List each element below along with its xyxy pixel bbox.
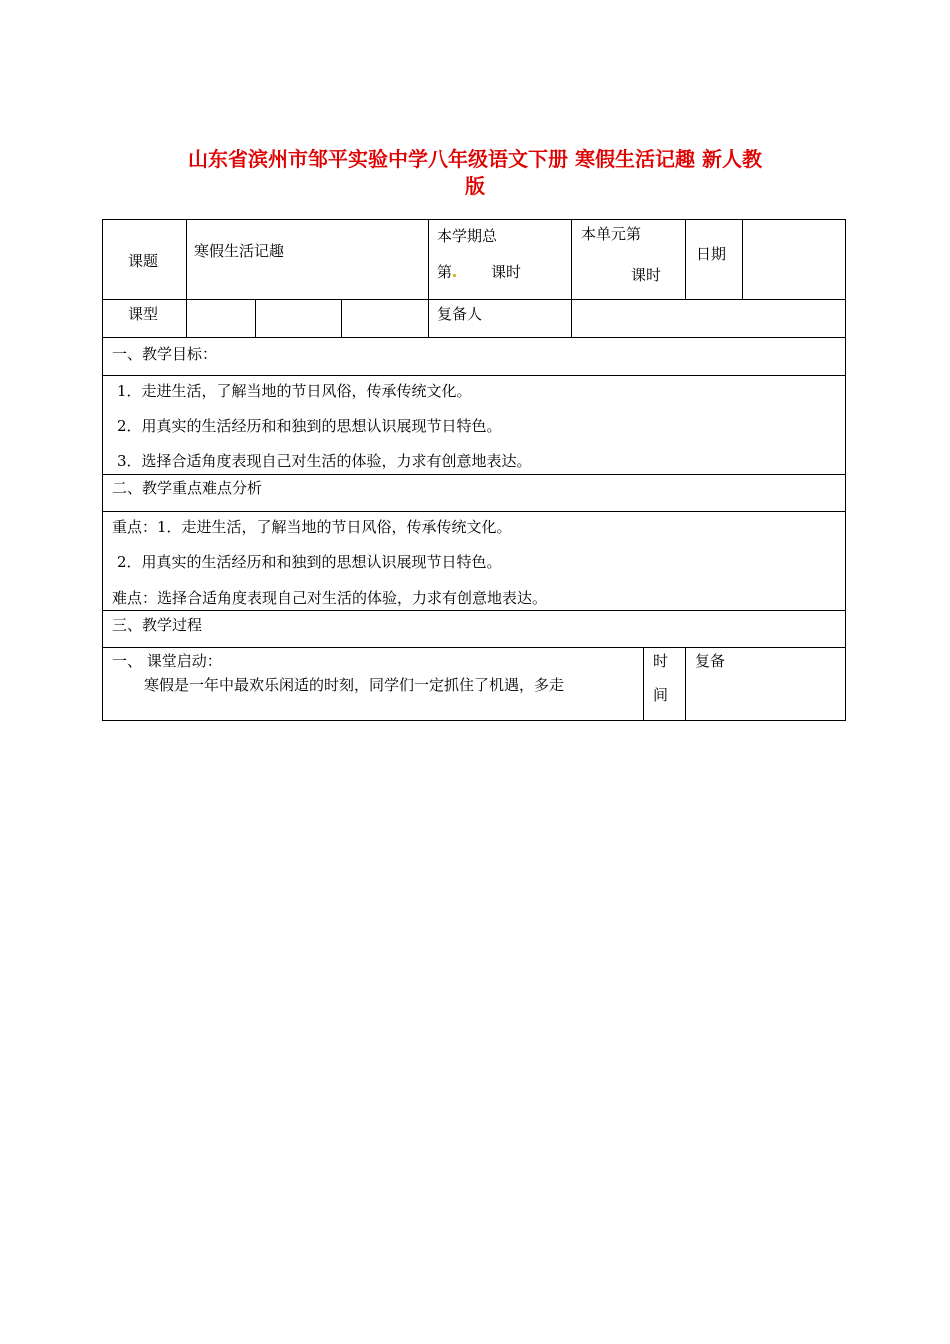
type-row [102, 299, 846, 337]
reviewer-label: 复备人 [437, 305, 483, 323]
review-cell [685, 648, 846, 720]
time-label-1: 时 [653, 652, 669, 670]
objective-item-3: 3．选择合适角度表现自己对生活的体验，力求有创意地表达。 [117, 452, 532, 470]
reviewer-value-cell [571, 300, 846, 337]
topic-label: 课题 [128, 252, 159, 270]
objective-item-2: 2．用真实的生活经历和和独到的思想认识展现节日特色。 [117, 417, 502, 435]
type-value-cell-1 [186, 300, 255, 337]
unit-label: 本单元第 [581, 225, 642, 243]
topic-label-cell [103, 220, 186, 299]
keypoints-heading-row [102, 474, 846, 511]
date-label-cell [685, 220, 742, 299]
unit-suffix: 课时 [631, 266, 662, 284]
process-heading: 三、教学过程 [112, 616, 203, 634]
date-value-cell [742, 220, 846, 299]
keypoint-item-2: 2．用真实的生活经历和和独到的思想认识展现节日特色。 [117, 553, 502, 571]
lesson-plan-table [102, 219, 846, 721]
semester-total-suffix: 课时 [491, 263, 522, 281]
date-label: 日期 [696, 245, 727, 263]
process-heading-row [102, 610, 846, 647]
semester-total-label: 本学期总 [437, 227, 498, 245]
keypoints-heading: 二、教学重点难点分析 [112, 479, 263, 497]
reviewer-label-cell [428, 300, 571, 337]
process-content-row [102, 647, 846, 721]
title-line-1: 山东省滨州市邹平实验中学八年级语文下册 寒假生活记趣 新人教 [188, 147, 762, 171]
objective-item-1: 1．走进生活，了解当地的节日风俗，传承传统文化。 [117, 382, 472, 400]
type-value-cell-2 [255, 300, 341, 337]
semester-total-prefix: 第 [437, 262, 457, 282]
time-cell [643, 648, 685, 720]
header-row [102, 219, 846, 299]
objectives-heading: 一、教学目标： [112, 345, 218, 363]
keypoints-list-row [102, 511, 846, 610]
time-label-2: 间 [653, 686, 669, 704]
unit-cell [571, 220, 685, 299]
mark-dot [453, 274, 456, 277]
process-step-text: 寒假是一年中最欢乐闲适的时刻，同学们一定抓住了机遇，多走 [144, 676, 565, 694]
topic-value-cell [186, 220, 428, 299]
type-label-cell [103, 300, 186, 337]
keypoint-item-1: 重点：1．走进生活，了解当地的节日风俗，传承传统文化。 [112, 518, 512, 536]
process-step-heading: 一、 课堂启动： [112, 652, 222, 670]
review-label: 复备 [695, 652, 726, 670]
document-title [130, 146, 820, 200]
objectives-heading-row [102, 337, 846, 375]
type-value-cell-3 [341, 300, 428, 337]
process-step-cell [103, 648, 643, 720]
semester-total-cell [428, 220, 571, 299]
title-line-2: 版 [465, 174, 485, 198]
topic-value: 寒假生活记趣 [194, 242, 285, 260]
keypoint-item-3: 难点：选择合适角度表现自己对生活的体验，力求有创意地表达。 [112, 589, 548, 607]
type-label: 课型 [128, 305, 159, 323]
objectives-list-row [102, 375, 846, 474]
